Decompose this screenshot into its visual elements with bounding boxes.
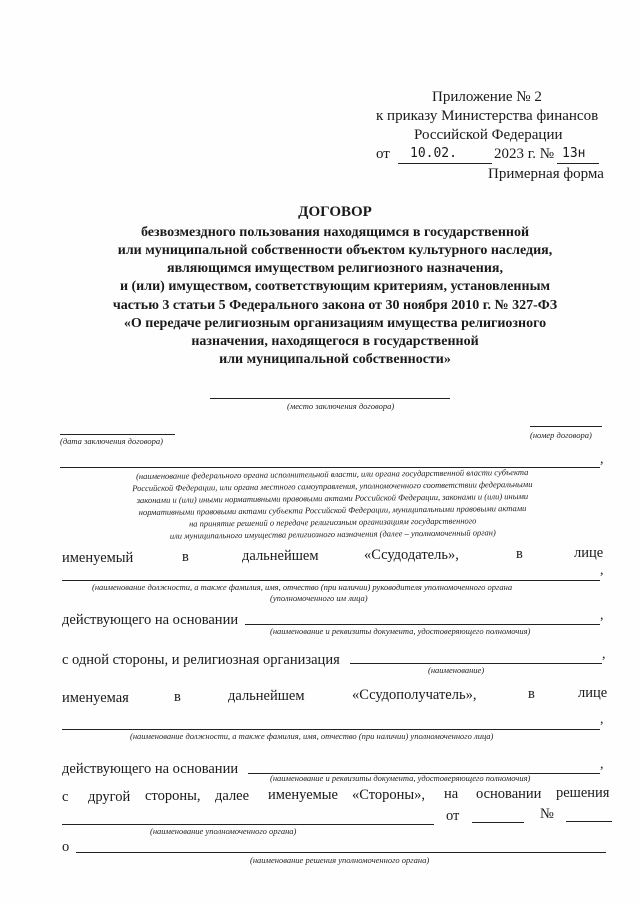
appendix-line3: Российской Федерации [414,127,563,143]
title-line-1: безвозмездного пользования находящимся в государственной [140,225,530,240]
decision-name-line [76,852,606,853]
authority-caption-line-2: Российской Федерации, или органа местного самоуправления, уполномоченного соответствии федеральными [132,478,533,494]
decision-caption: (наименование решения уполномоченного органа) [250,855,430,865]
row1-word-3: дальнейшем [242,548,319,564]
title-line-4: и (или) имуществом, соответствующим критериям, установленным [119,279,551,294]
acting-basis-2: действующего на основании [62,761,239,777]
position1-caption-line1: (наименование должности, а также фамилия, имя, отчество (при наличии) руководителя уполномоченного органа [92,582,513,592]
one-side-text: с одной стороны, и религиозная организация [62,652,340,668]
order-number-underline [557,163,599,164]
row2-word-4: «Ссудополучатель», [352,687,477,703]
row3-word-8: основании [476,786,542,802]
authority-caption-line-6: или муниципального имущества религиозного назначения (далее – уполномоченный орган) [169,527,496,541]
doc1-caption: (наименование и реквизиты документа, удостоверяющего полномочия) [270,626,531,636]
about-text: о [62,839,70,855]
row2-word-1: именуемая [62,690,129,706]
row3-word-7: на [444,786,459,802]
number-caption: (номер договора) [530,430,592,440]
row2-word-3: дальнейшем [228,688,305,704]
authorized-person-comma: , [600,712,604,727]
row3-word-4: далее [215,788,250,804]
auth-body-caption: (наименование уполномоченного органа) [150,826,297,836]
row1-word-6: лице [574,545,604,561]
doc2-comma: , [600,757,604,772]
row1-word-4: «Ссудодатель», [364,547,459,563]
row3-word-6: «Стороны», [352,787,426,803]
order-number: 13н [562,146,586,161]
authority-comma: , [600,452,604,467]
order-year: 2023 г. № [494,146,555,162]
row2-word-5: в [528,686,535,702]
authority-caption [60,465,606,543]
decision-number-line [566,821,612,822]
row3-word-3: стороны, [145,788,201,804]
row1-word-2: в [182,549,189,565]
row1-word-1: именуемый [62,550,134,566]
title-line-6: «О передаче религиозным организациям имущества религиозного [123,316,547,331]
row3-word-1: с [62,789,69,805]
position2-caption: (наименование должности, а также фамилия, имя, отчество (при наличии) уполномоченного лица) [130,731,494,741]
row3-word-5: именуемые [268,787,338,803]
row1-word-5: в [516,546,523,562]
title-line-8: или муниципальной собственности» [219,352,451,367]
doc2-caption: (наименование и реквизиты документа, удостоверяющего полномочия) [270,773,531,783]
title-line-3: являющимся имуществом религиозного назначения, [167,261,503,276]
row3-word-2: другой [88,789,131,805]
org-name-caption: (наименование) [428,665,485,675]
order-date: 10.02. [410,146,457,161]
row2-word-2: в [174,689,181,705]
document-title: ДОГОВОР [298,204,372,220]
date-prefix: от [376,146,390,162]
authority-caption-line-5: на принятие решений о передаче религиозным организациям государственного [188,515,477,529]
decision-number-sign: № [540,806,554,822]
title-line-2: или муниципальной собственности объектом культурного наследия, [117,243,553,258]
number-line [530,426,602,427]
acting-basis-1: действующего на основании [62,612,239,628]
row3-word-9: решения [556,785,610,801]
place-caption: (место заключения договора) [287,401,395,411]
title-line-7: назначения, находящегося в государственной [191,334,479,349]
decision-from: от [446,808,460,824]
title-line-5: частью 3 статьи 5 Федерального закона от 30 ноября 2010 г. № 327-ФЗ [112,298,558,313]
date-caption: (дата заключения договора) [60,436,163,446]
position1-caption-line2: (уполномоченного им лица) [270,593,368,603]
form-label: Примерная форма [488,166,604,182]
row2-word-6: лице [578,685,608,701]
place-line [210,398,450,399]
authority-caption-line-4: нормативными правовыми актами субъекта Российской Федерации, муниципальными правовыми актами [138,502,527,518]
org-name-comma: , [602,647,606,662]
decision-date-line [472,822,524,823]
order-date-underline [398,163,492,164]
head-of-authority-comma: , [600,563,604,578]
authority-caption-line-1: (наименование федерального органа исполнительной власти, или органа государственной власти субъекта [136,466,529,482]
appendix-line1: Приложение № 2 [432,89,542,105]
authority-caption-line-3: законами и (или) иными нормативными правовыми актами Российской Федерации, законами и (или) иными [136,490,529,506]
doc1-comma: , [600,608,604,623]
appendix-line2: к приказу Министерства финансов [376,108,599,124]
